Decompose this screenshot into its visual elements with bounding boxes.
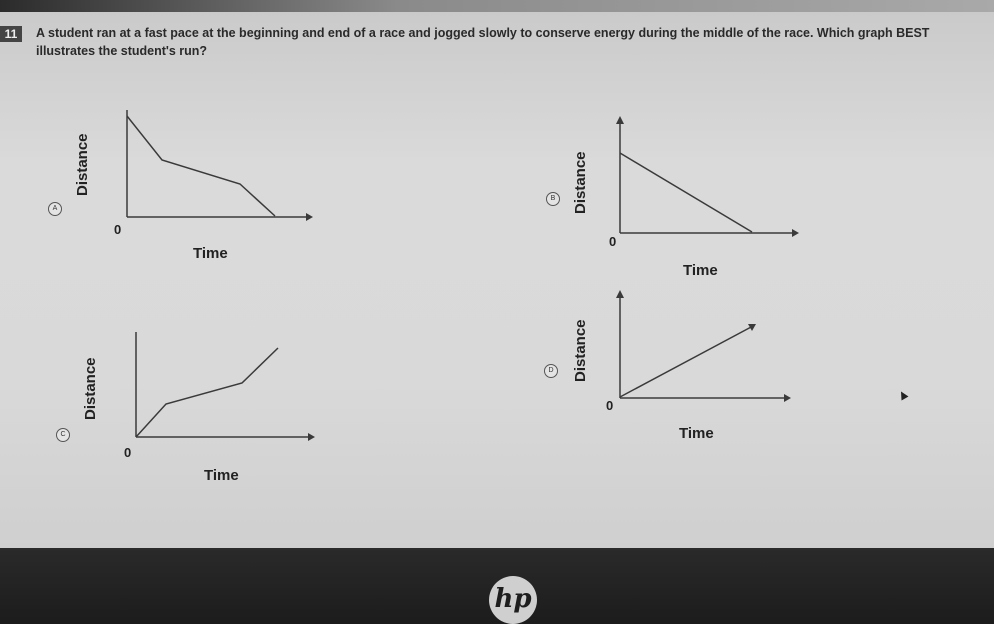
- question-text: A student ran at a fast pace at the beginning and end of a race and jogged slowly to conserve energy during the middle of the race. Which graph BEST illustrates the student's run?: [36, 26, 930, 58]
- option-d-x-arrow: [784, 394, 791, 402]
- option-a-radio[interactable]: A: [48, 202, 62, 216]
- option-b-xlabel: Time: [683, 262, 718, 279]
- option-a-xlabel: Time: [193, 245, 228, 262]
- option-a-origin: 0: [114, 222, 122, 237]
- option-c-origin: 0: [124, 445, 132, 460]
- option-b-origin: 0: [609, 234, 617, 249]
- option-a-ylabel: Distance: [74, 133, 91, 196]
- option-d-radio[interactable]: D: [544, 364, 558, 378]
- option-d-ylabel: Distance: [572, 319, 589, 382]
- option-c-ylabel: Distance: [82, 357, 99, 420]
- hp-logo: hp: [489, 576, 537, 624]
- question-number: 11: [0, 26, 22, 42]
- option-c-xlabel: Time: [204, 467, 239, 484]
- option-c-radio[interactable]: C: [56, 428, 70, 442]
- option-d-xlabel: Time: [679, 425, 714, 442]
- option-b-radio[interactable]: B: [546, 192, 560, 206]
- option-b-ylabel: Distance: [572, 151, 589, 214]
- option-d-line: [620, 326, 753, 397]
- option-d-origin: 0: [606, 398, 614, 413]
- option-d-y-arrow: [616, 290, 624, 298]
